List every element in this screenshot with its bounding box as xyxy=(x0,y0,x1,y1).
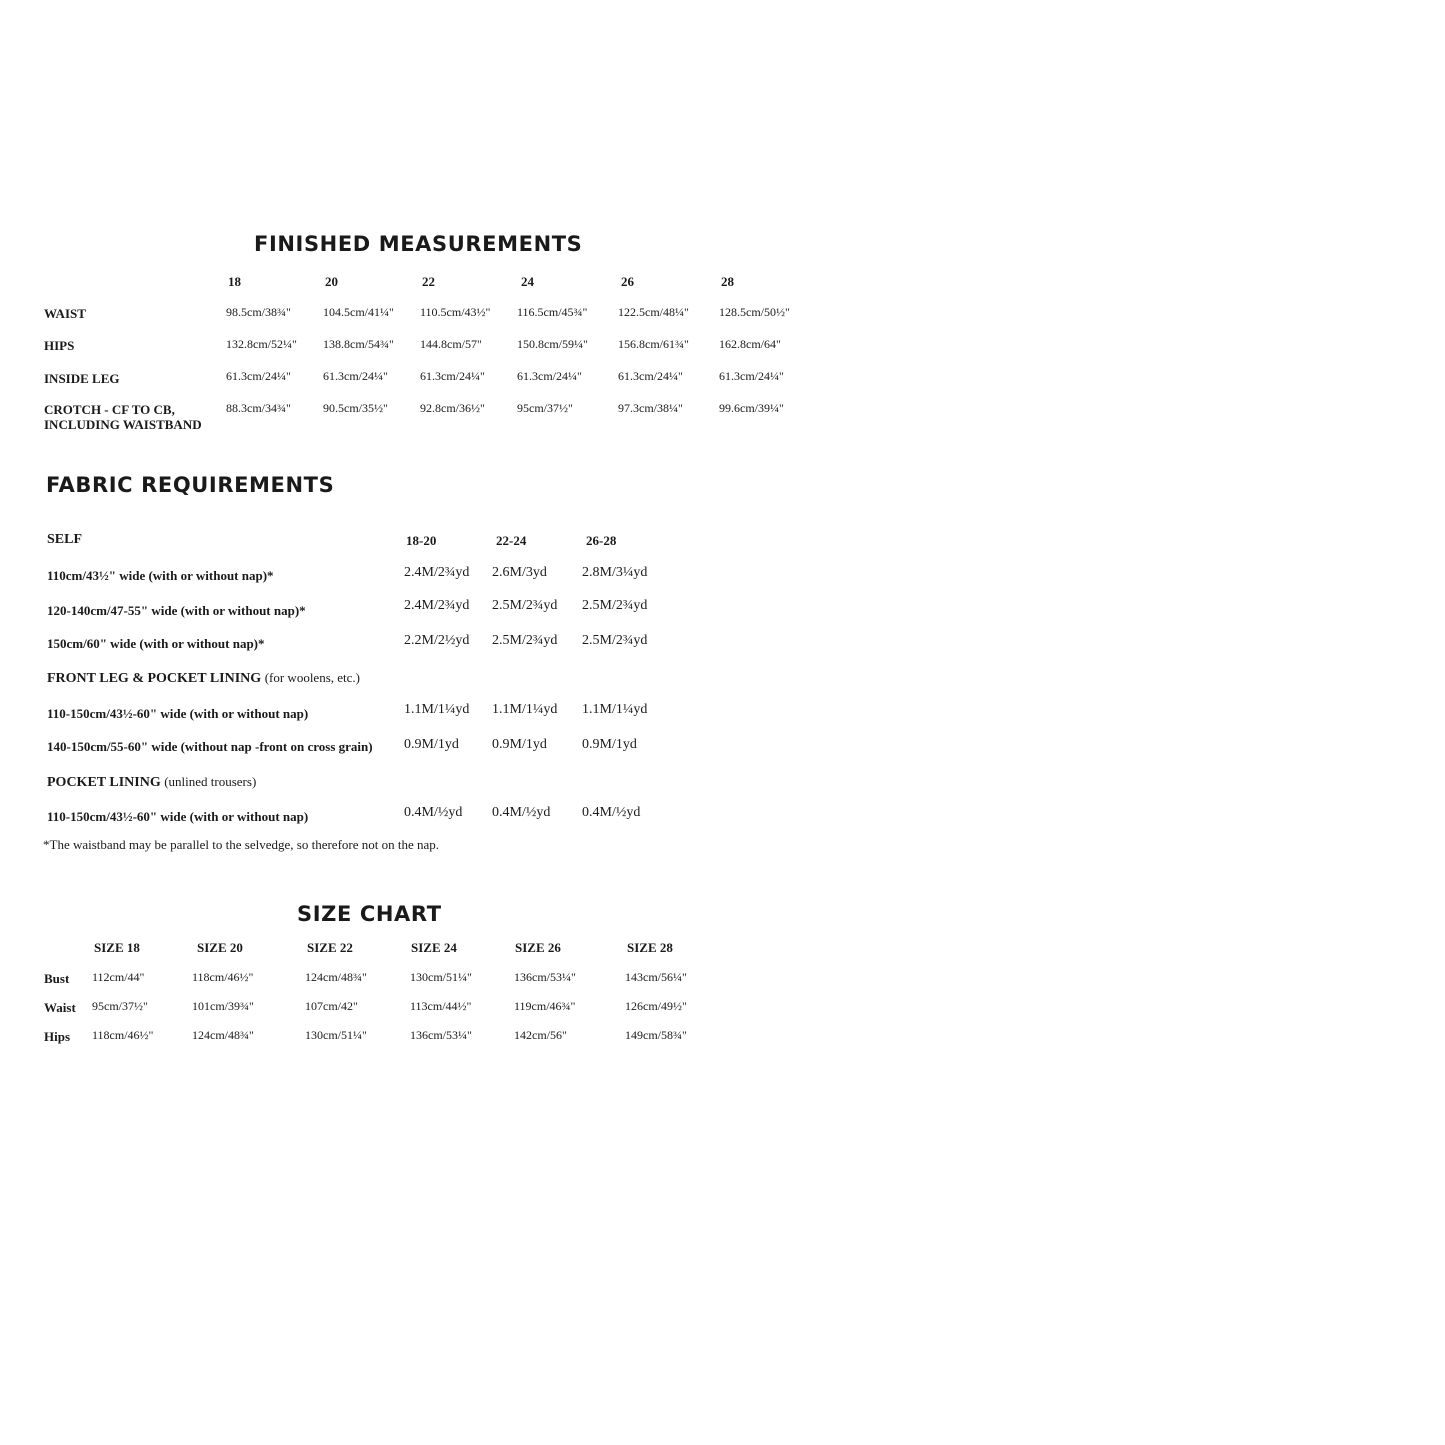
fabric-footnote: *The waistband may be parallel to the selvedge, so therefore not on the nap. xyxy=(43,837,440,852)
fm-size-header: 18 xyxy=(228,274,241,289)
fm-cell: 97.3cm/38¼" xyxy=(618,401,683,415)
fm-cell: 61.3cm/24¼" xyxy=(618,369,683,383)
fabric-cell: 2.6M/3yd xyxy=(492,565,547,580)
fm-size-header: 24 xyxy=(521,274,534,289)
sc-cell: 126cm/49½" xyxy=(625,999,687,1013)
sc-cell: 95cm/37½" xyxy=(92,999,148,1013)
size-chart-title: SIZE CHART xyxy=(297,902,442,926)
sc-cell: 130cm/51¼" xyxy=(410,970,472,984)
sc-cell: 118cm/46½" xyxy=(92,1028,154,1042)
sc-size-header: SIZE 20 xyxy=(197,940,243,955)
front-leg-section-note: (for woolens, etc.) xyxy=(264,670,360,685)
sc-size-header: SIZE 26 xyxy=(515,940,561,955)
sc-cell: 124cm/48¾" xyxy=(192,1028,254,1042)
size-group-header: 22-24 xyxy=(496,533,527,548)
fm-cell: 61.3cm/24¼" xyxy=(517,369,582,383)
fabric-cell: 1.1M/1¼yd xyxy=(582,702,648,717)
fabric-row-label: 110-150cm/43½-60" wide (with or without nap) xyxy=(47,706,309,721)
sc-row-label-hips: Hips xyxy=(44,1029,71,1044)
fm-cell: 61.3cm/24¼" xyxy=(719,369,784,383)
fabric-cell: 0.9M/1yd xyxy=(582,737,637,752)
fm-size-header: 22 xyxy=(422,274,435,289)
fabric-cell: 0.9M/1yd xyxy=(492,737,547,752)
fm-cell: 88.3cm/34¾" xyxy=(226,401,291,415)
sc-cell: 143cm/56¼" xyxy=(625,970,687,984)
fm-cell: 61.3cm/24¼" xyxy=(323,369,388,383)
fm-cell: 104.5cm/41¼" xyxy=(323,305,394,319)
fabric-cell: 2.2M/2½yd xyxy=(404,633,470,648)
fm-cell: 144.8cm/57" xyxy=(420,337,482,351)
fabric-cell: 2.4M/2¾yd xyxy=(404,598,470,613)
fm-cell: 61.3cm/24¼" xyxy=(420,369,485,383)
sc-cell: 136cm/53¼" xyxy=(514,970,576,984)
fm-cell: 98.5cm/38¾" xyxy=(226,305,291,319)
fm-cell: 90.5cm/35½" xyxy=(323,401,388,415)
fm-cell: 95cm/37½" xyxy=(517,401,573,415)
fabric-row-label: 150cm/60" wide (with or without nap)* xyxy=(47,636,265,651)
pocket-section-header xyxy=(47,774,256,791)
pocket-section-note: (unlined trousers) xyxy=(164,774,257,789)
sc-cell: 149cm/58¾" xyxy=(625,1028,687,1042)
sc-cell: 130cm/51¼" xyxy=(305,1028,367,1042)
fabric-row-label: 110cm/43½" wide (with or without nap)* xyxy=(47,568,274,583)
fm-row-label-inside-leg: INSIDE LEG xyxy=(44,371,120,386)
fm-cell: 61.3cm/24¼" xyxy=(226,369,291,383)
fabric-cell: 1.1M/1¼yd xyxy=(492,702,558,717)
sc-size-header: SIZE 28 xyxy=(627,940,673,955)
size-group-header: 18-20 xyxy=(406,533,437,548)
sc-row-label-waist: Waist xyxy=(44,1000,76,1015)
sc-cell: 107cm/42" xyxy=(305,999,358,1013)
sc-cell: 101cm/39¾" xyxy=(192,999,254,1013)
fm-size-header: 26 xyxy=(621,274,634,289)
fabric-row-label: 110-150cm/43½-60" wide (with or without nap) xyxy=(47,809,309,824)
finished-measurements-title: FINISHED MEASUREMENTS xyxy=(254,232,583,256)
fm-cell: 110.5cm/43½" xyxy=(420,305,491,319)
fm-cell: 122.5cm/48¼" xyxy=(618,305,689,319)
sc-cell: 142cm/56" xyxy=(514,1028,567,1042)
fm-cell: 132.8cm/52¼" xyxy=(226,337,297,351)
fm-cell: 156.8cm/61¾" xyxy=(618,337,689,351)
fabric-cell: 2.5M/2¾yd xyxy=(582,633,648,648)
fabric-cell: 0.9M/1yd xyxy=(404,737,459,752)
pocket-section-title: POCKET LINING xyxy=(47,775,161,790)
sc-cell: 119cm/46¾" xyxy=(514,999,576,1013)
fm-cell: 138.8cm/54¾" xyxy=(323,337,394,351)
fm-row-label-crotch: CROTCH - CF TO CB, xyxy=(44,402,175,417)
fabric-cell: 2.5M/2¾yd xyxy=(492,598,558,613)
sc-size-header: SIZE 24 xyxy=(411,940,457,955)
sc-size-header: SIZE 22 xyxy=(307,940,353,955)
sc-cell: 124cm/48¾" xyxy=(305,970,367,984)
fm-cell: 116.5cm/45¾" xyxy=(517,305,588,319)
fabric-row-label: 140-150cm/55-60" wide (without nap -front on cross grain) xyxy=(47,739,373,754)
fm-cell: 99.6cm/39¼" xyxy=(719,401,784,415)
fm-size-header: 20 xyxy=(325,274,338,289)
fm-cell: 128.5cm/50½" xyxy=(719,305,790,319)
fabric-requirements-title: FABRIC REQUIREMENTS xyxy=(46,473,335,497)
fm-size-header: 28 xyxy=(721,274,734,289)
fabric-cell: 1.1M/1¼yd xyxy=(404,702,470,717)
fm-row-label-hips: HIPS xyxy=(44,338,75,353)
fm-cell: 92.8cm/36½" xyxy=(420,401,485,415)
fabric-row-label: 120-140cm/47-55" wide (with or without nap)* xyxy=(47,603,306,618)
fm-cell: 162.8cm/64" xyxy=(719,337,781,351)
fm-row-label-crotch-line2: INCLUDING WAISTBAND xyxy=(44,417,202,432)
front-leg-section-title: FRONT LEG & POCKET LINING xyxy=(47,671,262,686)
fabric-cell: 2.8M/3¼yd xyxy=(582,565,648,580)
fabric-cell: 2.5M/2¾yd xyxy=(582,598,648,613)
sc-cell: 118cm/46½" xyxy=(192,970,254,984)
sc-size-header: SIZE 18 xyxy=(94,940,140,955)
size-group-header: 26-28 xyxy=(586,533,617,548)
fabric-cell: 0.4M/½yd xyxy=(404,805,463,820)
fabric-cell: 0.4M/½yd xyxy=(492,805,551,820)
sc-cell: 136cm/53¼" xyxy=(410,1028,472,1042)
fabric-cell: 2.4M/2¾yd xyxy=(404,565,470,580)
sc-cell: 113cm/44½" xyxy=(410,999,472,1013)
self-header: SELF xyxy=(47,532,83,547)
sc-row-label-bust: Bust xyxy=(44,971,70,986)
front-leg-section-header xyxy=(47,670,360,687)
fabric-cell: 2.5M/2¾yd xyxy=(492,633,558,648)
sc-cell: 112cm/44" xyxy=(92,970,145,984)
fm-row-label-waist: WAIST xyxy=(44,306,86,321)
fm-cell: 150.8cm/59¼" xyxy=(517,337,588,351)
fabric-cell: 0.4M/½yd xyxy=(582,805,641,820)
